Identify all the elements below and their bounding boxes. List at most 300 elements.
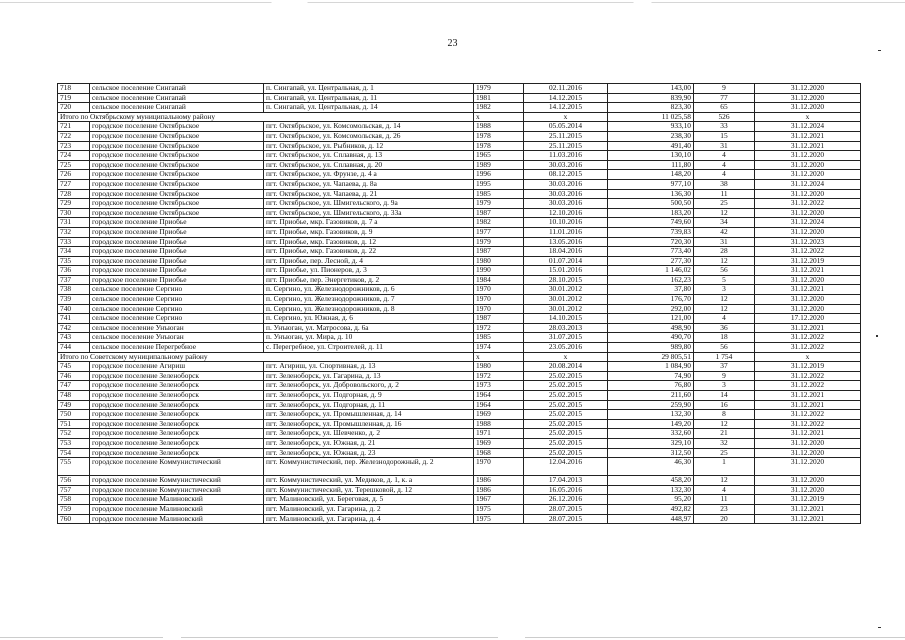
row-number-cell: 719 [58,93,90,103]
row-number-cell: 755 [58,458,90,476]
municipality-cell: городское поселение Малиновский [90,514,264,524]
table-row [58,93,861,103]
residents-cell: 42 [694,227,755,237]
residents-cell: 15 [694,131,755,141]
table-row [58,304,861,314]
deadline-cell: 31.12.2019 [755,256,861,266]
housing-registry-table [57,83,861,524]
area-cell: 132,30 [608,485,694,495]
deadline-cell: x [755,352,861,362]
deadline-cell: 31.12.2021 [755,400,861,410]
residents-cell: 9 [694,84,755,94]
scan-edge-top [0,2,905,3]
municipality-cell: городское поселение Октябрьское [90,122,264,132]
area-cell: 491,40 [608,141,694,151]
table-row [58,438,861,448]
table-row [58,84,861,94]
municipality-cell: городское поселение Октябрьское [90,179,264,189]
date-cell: 28.03.2013 [524,323,608,333]
deadline-cell: 31.12.2022 [755,343,861,353]
address-cell: пгт. Октябрьское, ул. Фрунзе, д. 4 а [264,170,474,180]
table-row [58,208,861,218]
residents-cell: 4 [694,485,755,495]
residents-cell: 36 [694,323,755,333]
deadline-cell: 31.12.2021 [755,514,861,524]
table-row [58,218,861,228]
date-cell: 12.04.2016 [524,458,608,476]
residents-cell: 77 [694,93,755,103]
residents-cell: 3 [694,381,755,391]
deadline-cell: 31.12.2019 [755,362,861,372]
municipality-cell: сельское поселение Перегребное [90,343,264,353]
area-cell: 329,10 [608,438,694,448]
year-cell: 1987 [474,208,524,218]
table-row [58,495,861,505]
deadline-cell: 31.12.2024 [755,218,861,228]
municipality-cell: городское поселение Октябрьское [90,208,264,218]
area-cell: 720,30 [608,237,694,247]
residents-cell: 38 [694,179,755,189]
area-cell: 211,60 [608,391,694,401]
row-number-cell: 728 [58,189,90,199]
residents-cell: 28 [694,247,755,257]
row-number-cell: 727 [58,179,90,189]
deadline-cell: 31.12.2022 [755,371,861,381]
date-cell: 28.10.2015 [524,275,608,285]
deadline-cell: 31.12.2021 [755,131,861,141]
date-cell: 15.01.2016 [524,266,608,276]
deadline-cell: 31.12.2019 [755,495,861,505]
year-cell: 1978 [474,141,524,151]
registry-body [58,84,861,524]
row-number-cell: 759 [58,504,90,514]
table-row [58,275,861,285]
year-cell: 1990 [474,266,524,276]
date-cell: 30.03.2016 [524,199,608,209]
total-label-cell: Итого по Октябрьскому муниципальному району [58,112,474,122]
address-cell: с. Перегребное, ул. Строителей, д. 11 [264,343,474,353]
year-cell: 1970 [474,295,524,305]
year-cell: 1988 [474,419,524,429]
area-cell: 37,80 [608,285,694,295]
municipality-cell: городское поселение Коммунистический [90,476,264,486]
margin-mark [878,50,881,51]
address-cell: пгт. Зеленоборск, ул. Южная, д. 23 [264,448,474,458]
deadline-cell: 31.12.2020 [755,160,861,170]
deadline-cell: 31.12.2020 [755,227,861,237]
address-cell: пгт. Приобье, мкр. Газовиков, д. 7 а [264,218,474,228]
page-number: 23 [447,38,458,49]
row-number-cell: 760 [58,514,90,524]
residents-cell: 37 [694,362,755,372]
address-cell: п. Сингапай, ул. Центральная, д. 1 [264,84,474,94]
deadline-cell: 31.12.2023 [755,237,861,247]
area-cell: 458,20 [608,476,694,486]
deadline-cell: 31.12.2021 [755,266,861,276]
deadline-cell: 31.12.2020 [755,304,861,314]
year-cell: 1986 [474,485,524,495]
row-number-cell: 724 [58,151,90,161]
deadline-cell: 31.12.2022 [755,247,861,257]
date-cell: 25.02.2015 [524,391,608,401]
row-number-cell: 742 [58,323,90,333]
year-cell: 1984 [474,275,524,285]
address-cell: пгт. Приобье, пер. Энергетиков, д. 2 [264,275,474,285]
area-cell: 332,60 [608,429,694,439]
table-row [58,199,861,209]
municipality-cell: городское поселение Приобье [90,218,264,228]
address-cell: пгт. Приобье, мкр. Газовиков, д. 22 [264,247,474,257]
row-number-cell: 753 [58,438,90,448]
residents-cell: 1 [694,458,755,476]
area-cell: 148,20 [608,170,694,180]
area-cell: 448,97 [608,514,694,524]
deadline-cell: x [755,112,861,122]
area-cell: 773,40 [608,247,694,257]
address-cell: пгт. Октябрьское, ул. Шмигельского, д. 9а [264,199,474,209]
area-cell: 143,00 [608,84,694,94]
address-cell: пгт. Малиновский, ул. Гагарина, д. 2 [264,504,474,514]
deadline-cell: 31.12.2022 [755,333,861,343]
address-cell: пгт. Зеленоборск, ул. Южная, д. 21 [264,438,474,448]
address-cell: пгт. Приобье, мкр. Газовиков, д. 9 [264,227,474,237]
municipality-cell: городское поселение Коммунистический [90,485,264,495]
municipality-cell: городское поселение Малиновский [90,495,264,505]
table-row [58,151,861,161]
area-cell: 498,90 [608,323,694,333]
date-cell: 20.08.2014 [524,362,608,372]
address-cell: п. Сергино, ул. Железнодорожников, д. 6 [264,285,474,295]
deadline-cell: 31.12.2024 [755,122,861,132]
residents-cell: 12 [694,476,755,486]
table-row [58,400,861,410]
municipality-cell: сельское поселение Сергино [90,314,264,324]
deadline-cell: 31.12.2020 [755,93,861,103]
municipality-cell: городское поселение Малиновский [90,504,264,514]
area-cell: 500,50 [608,199,694,209]
table-row [58,141,861,151]
table-row [58,458,861,476]
municipality-cell: городское поселение Октябрьское [90,199,264,209]
total-row [58,112,861,122]
year-cell: 1987 [474,314,524,324]
municipality-cell: городское поселение Октябрьское [90,160,264,170]
residents-cell: 12 [694,256,755,266]
residents-cell: 12 [694,304,755,314]
municipality-cell: городское поселение Зеленоборск [90,429,264,439]
residents-cell: 526 [694,112,755,122]
deadline-cell: 31.12.2024 [755,179,861,189]
residents-cell: 14 [694,391,755,401]
row-number-cell: 720 [58,103,90,113]
row-number-cell: 736 [58,266,90,276]
area-cell: 121,00 [608,314,694,324]
address-cell: пгт. Малиновский, ул. Береговая, д. 5 [264,495,474,505]
table-row [58,266,861,276]
municipality-cell: городское поселение Зеленоборск [90,381,264,391]
year-cell: 1988 [474,122,524,132]
table-row [58,371,861,381]
year-cell: 1996 [474,170,524,180]
municipality-cell: сельское поселение Сингапай [90,93,264,103]
date-cell: 16.05.2016 [524,485,608,495]
margin-mark [876,335,878,337]
area-cell: 492,82 [608,504,694,514]
area-cell: 74,90 [608,371,694,381]
row-number-cell: 743 [58,333,90,343]
residents-cell: 8 [694,410,755,420]
address-cell: пгт. Зеленоборск, ул. Промышленная, д. 16 [264,419,474,429]
deadline-cell: 31.12.2021 [755,141,861,151]
row-number-cell: 750 [58,410,90,420]
municipality-cell: городское поселение Октябрьское [90,189,264,199]
date-cell: 31.07.2015 [524,333,608,343]
date-cell: 25.02.2015 [524,419,608,429]
year-cell: 1972 [474,323,524,333]
residents-cell: 25 [694,199,755,209]
table-row [58,122,861,132]
municipality-cell: городское поселение Зеленоборск [90,391,264,401]
area-cell: 312,50 [608,448,694,458]
area-cell: 490,70 [608,333,694,343]
residents-cell: 56 [694,266,755,276]
deadline-cell: 31.12.2020 [755,208,861,218]
area-cell: 162,23 [608,275,694,285]
table-row [58,285,861,295]
year-cell: 1964 [474,400,524,410]
deadline-cell: 31.12.2020 [755,275,861,285]
date-cell: 17.04.2013 [524,476,608,486]
address-cell: пгт. Зеленоборск, ул. Добровольского, д. 2 [264,381,474,391]
row-number-cell: 749 [58,400,90,410]
row-number-cell: 735 [58,256,90,266]
row-number-cell: 740 [58,304,90,314]
area-cell: 277,30 [608,256,694,266]
row-number-cell: 733 [58,237,90,247]
municipality-cell: городское поселение Зеленоборск [90,410,264,420]
address-cell: п. Сингапай, ул. Центральная, д. 14 [264,103,474,113]
date-cell: 25.02.2015 [524,448,608,458]
margin-mark [878,627,881,628]
row-number-cell: 729 [58,199,90,209]
year-cell: 1968 [474,448,524,458]
area-cell: 749,60 [608,218,694,228]
area-cell: 29 805,51 [608,352,694,362]
residents-cell: 34 [694,218,755,228]
residents-cell: 32 [694,438,755,448]
municipality-cell: сельское поселение Унъюган [90,323,264,333]
deadline-cell: 31.12.2021 [755,285,861,295]
residents-cell: 1 754 [694,352,755,362]
deadline-cell: 31.12.2020 [755,84,861,94]
area-cell: 95,20 [608,495,694,505]
table-row [58,514,861,524]
row-number-cell: 746 [58,371,90,381]
address-cell: пгт. Октябрьское, ул. Чапаева, д. 8а [264,179,474,189]
row-number-cell: 722 [58,131,90,141]
deadline-cell: 31.12.2020 [755,476,861,486]
residents-cell: 12 [694,419,755,429]
area-cell: 11 025,58 [608,112,694,122]
row-number-cell: 738 [58,285,90,295]
area-cell: 149,20 [608,419,694,429]
area-cell: 989,80 [608,343,694,353]
table-row [58,103,861,113]
row-number-cell: 734 [58,247,90,257]
address-cell: пгт. Приобье, пер. Лесной, д. 4 [264,256,474,266]
municipality-cell: городское поселение Зеленоборск [90,371,264,381]
municipality-cell: городское поселение Октябрьское [90,151,264,161]
deadline-cell: 31.12.2021 [755,323,861,333]
area-cell: 183,20 [608,208,694,218]
row-number-cell: 748 [58,391,90,401]
municipality-cell: сельское поселение Сингапай [90,103,264,113]
municipality-cell: городское поселение Приобье [90,227,264,237]
table-row [58,314,861,324]
area-cell: 130,10 [608,151,694,161]
date-cell: 30.03.2016 [524,160,608,170]
year-cell: 1979 [474,199,524,209]
row-number-cell: 718 [58,84,90,94]
area-cell: 111,80 [608,160,694,170]
residents-cell: 11 [694,495,755,505]
row-number-cell: 758 [58,495,90,505]
table-row [58,256,861,266]
area-cell: 176,70 [608,295,694,305]
year-cell: 1977 [474,227,524,237]
area-cell: 739,83 [608,227,694,237]
address-cell: пгт. Зеленоборск, ул. Гагарина, д. 13 [264,371,474,381]
year-cell: 1971 [474,429,524,439]
date-cell: 25.02.2015 [524,371,608,381]
address-cell: пгт. Коммунистический, ул. Терешковой, д. 12 [264,485,474,495]
residents-cell: 65 [694,103,755,113]
residents-cell: 4 [694,314,755,324]
municipality-cell: сельское поселение Сергино [90,285,264,295]
year-cell: 1969 [474,410,524,420]
year-cell: 1979 [474,84,524,94]
date-cell: 25.02.2015 [524,429,608,439]
residents-cell: 11 [694,189,755,199]
address-cell: пгт. Коммунистический, ул. Медиков, д. 1, к. а [264,476,474,486]
area-cell: 132,30 [608,410,694,420]
residents-cell: 31 [694,141,755,151]
deadline-cell: 31.12.2020 [755,448,861,458]
address-cell: пгт. Октябрьское, ул. Сплавная, д. 13 [264,151,474,161]
year-cell: 1985 [474,189,524,199]
deadline-cell: 17.12.2020 [755,314,861,324]
row-number-cell: 731 [58,218,90,228]
table-row [58,170,861,180]
deadline-cell: 31.12.2020 [755,103,861,113]
table-row [58,362,861,372]
date-cell: 28.07.2015 [524,504,608,514]
row-number-cell: 739 [58,295,90,305]
area-cell: 238,30 [608,131,694,141]
date-cell: 25.11.2015 [524,131,608,141]
total-label-cell: Итого по Советскому муниципальному району [58,352,474,362]
address-cell: пгт. Зеленоборск, ул. Подгорная, д. 9 [264,391,474,401]
municipality-cell: сельское поселение Сергино [90,295,264,305]
address-cell: пгт. Коммунистический, пер. Железнодорожный, д. 2 [264,458,474,476]
year-cell: 1982 [474,218,524,228]
date-cell: 14.12.2015 [524,103,608,113]
scan-edge-bottom [0,637,905,638]
table-row [58,237,861,247]
year-cell: 1995 [474,179,524,189]
table-row [58,381,861,391]
address-cell: пгт. Приобье, мкр. Газовиков, д. 12 [264,237,474,247]
address-cell: п. Сергино, ул. Железнодорожников, д. 8 [264,304,474,314]
residents-cell: 5 [694,275,755,285]
row-number-cell: 723 [58,141,90,151]
table-row [58,476,861,486]
row-number-cell: 751 [58,419,90,429]
residents-cell: 20 [694,514,755,524]
date-cell: x [524,352,608,362]
row-number-cell: 732 [58,227,90,237]
deadline-cell: 31.12.2020 [755,170,861,180]
address-cell: пгт. Октябрьское, ул. Комсомольская, д. 26 [264,131,474,141]
date-cell: 13.05.2016 [524,237,608,247]
municipality-cell: городское поселение Октябрьское [90,141,264,151]
date-cell: 25.02.2015 [524,438,608,448]
address-cell: пгт. Приобье, ул. Пионеров, д. 3 [264,266,474,276]
table-row [58,419,861,429]
address-cell: пгт. Зеленоборск, ул. Шевченко, д. 2 [264,429,474,439]
area-cell: 977,10 [608,179,694,189]
address-cell: пгт. Октябрьское, ул. Комсомольская, д. 14 [264,122,474,132]
row-number-cell: 754 [58,448,90,458]
table-row [58,504,861,514]
date-cell: 11.03.2016 [524,151,608,161]
row-number-cell: 752 [58,429,90,439]
residents-cell: 31 [694,237,755,247]
area-cell: 292,00 [608,304,694,314]
municipality-cell: городское поселение Коммунистический [90,458,264,476]
date-cell: 01.07.2014 [524,256,608,266]
table-row [58,295,861,305]
row-number-cell: 745 [58,362,90,372]
date-cell: 30.01.2012 [524,304,608,314]
table-row [58,189,861,199]
table-row [58,227,861,237]
year-cell: 1978 [474,131,524,141]
date-cell: 25.02.2015 [524,400,608,410]
row-number-cell: 721 [58,122,90,132]
date-cell: 08.12.2015 [524,170,608,180]
residents-cell: 33 [694,122,755,132]
area-cell: 1 084,90 [608,362,694,372]
date-cell: 23.05.2016 [524,343,608,353]
area-cell: 136,30 [608,189,694,199]
year-cell: 1973 [474,381,524,391]
municipality-cell: городское поселение Приобье [90,237,264,247]
year-cell: 1970 [474,458,524,476]
municipality-cell: городское поселение Приобье [90,275,264,285]
deadline-cell: 31.12.2022 [755,381,861,391]
table-row [58,485,861,495]
year-cell: 1964 [474,391,524,401]
year-cell: 1974 [474,343,524,353]
date-cell: 28.07.2015 [524,514,608,524]
address-cell: пгт. Агириш, ул. Спортивная, д. 13 [264,362,474,372]
municipality-cell: сельское поселение Сингапай [90,84,264,94]
deadline-cell: 31.12.2020 [755,458,861,476]
date-cell: 30.03.2016 [524,189,608,199]
year-cell: x [474,112,524,122]
residents-cell: 12 [694,208,755,218]
